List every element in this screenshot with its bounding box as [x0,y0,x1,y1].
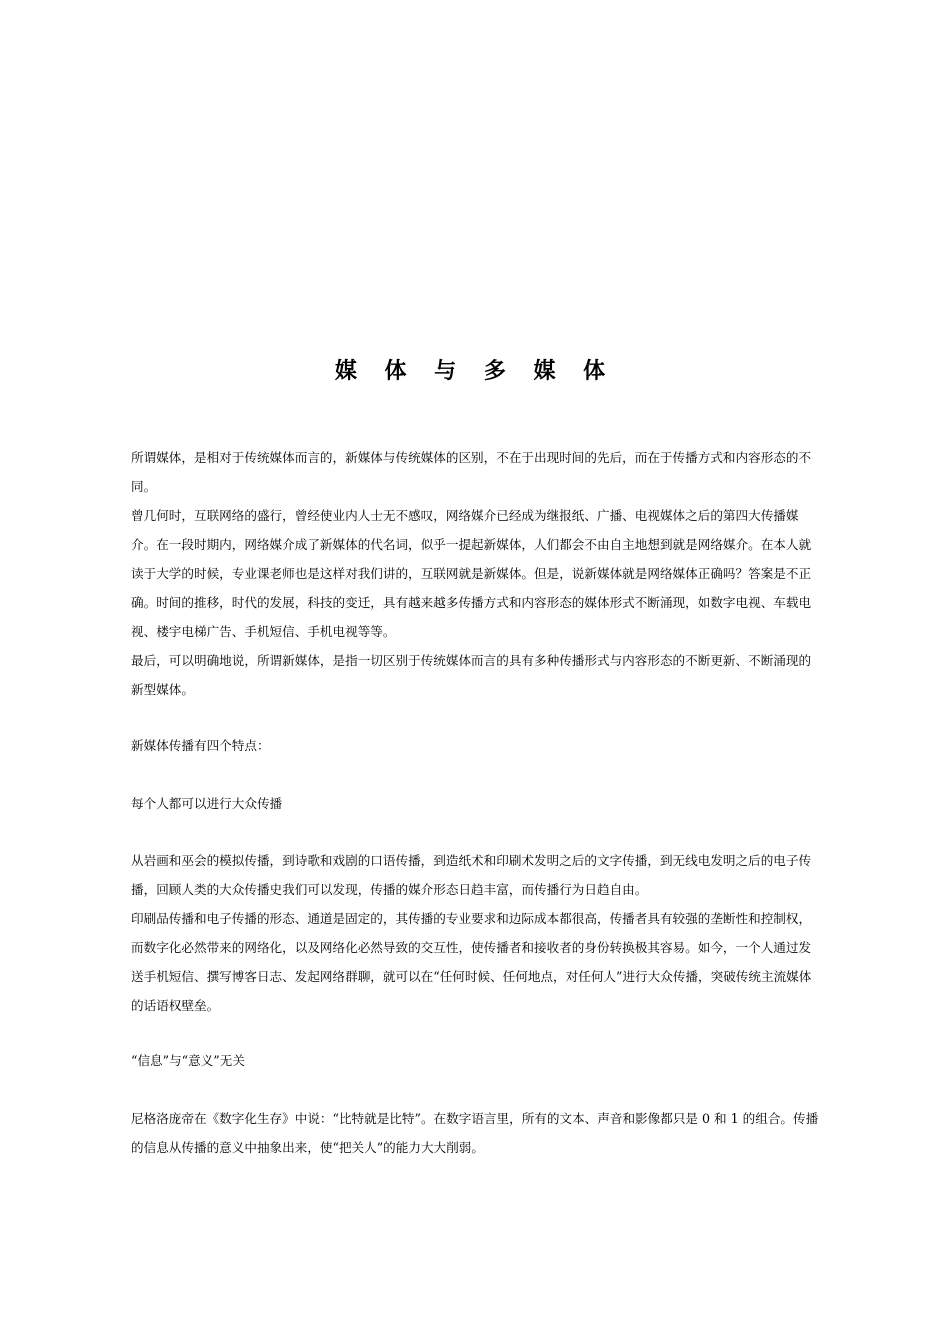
section-heading: 每个人都可以进行大众传播 [131,796,283,811]
paragraph: 最后，可以明确地说，所谓新媒体，是指一切区别于传统媒体而言的具有多种传播形式与内容形态的不断更新、不断涌现的新型媒体。 [131,653,812,697]
paragraph: 从岩画和巫会的模拟传播，到诗歌和戏剧的口语传播，到造纸术和印刷术发明之后的文字传播，到无线电发明之后的电子传播，回顾人类的大众传播史我们可以发现，传播的媒介形态日趋丰富，而传播行为日趋自由。 [131,853,812,897]
paragraph: 所谓媒体，是相对于传统媒体而言的，新媒体与传统媒体的区别，不在于出现时间的先后，而在于传播方式和内容形态的不同。 [131,450,812,494]
paragraph: 新媒体传播有四个特点： [131,738,270,753]
feature-1-body [131,846,821,1020]
section-heading: “信息”与“意义”无关 [131,1053,245,1068]
feature-1-heading [131,789,821,818]
intro-section [131,443,821,704]
feature-2-heading [131,1046,821,1075]
paragraph: 曾几何时，互联网络的盛行，曾经使业内人士无不感叹，网络媒介已经成为继报纸、广播、电视媒体之后的第四大传播媒介。在一段时期内，网络媒介成了新媒体的代名词，似乎一提起新媒体，人们都会不由自主地想到就是网络媒介。在本人就读于大学的时候，专业课老师也是这样对我们讲的，互联网就是新媒体。但是，说新媒体就是网络媒体正确吗？答案是不正确。时间的推移，时代的发展，科技的变迁，具有越来越多传播方式和内容形态的媒体形式不断涌现，如数字电视、车载电视、楼宇电梯广告、手机短信、手机电视等等。 [131,508,812,639]
feature-2-body [131,1104,821,1162]
features-intro [131,731,821,760]
document-title: 媒 体 与 多 媒 体 [334,359,616,384]
paragraph: 印刷品传播和电子传播的形态、通道是固定的，其传播的专业要求和边际成本都很高，传播者具有较强的垄断性和控制权，而数字化必然带来的网络化，以及网络化必然导致的交互性，使传播者和接收者的身份转换极其容易。如今，一个人通过发送手机短信、撰写博客日志、发起网络群聊，就可以在“任何时候、任何地点，对任何人”进行大众传播，突破传统主流媒体的话语权壁垒。 [131,911,812,1013]
paragraph: 尼格洛庞帝在《数字化生存》中说：“比特就是比特”。在数字语言里，所有的文本、声音和影像都只是 0 和 1 的组合。传播的信息从传播的意义中抽象出来，使“把关人”的能力大大削弱。 [131,1111,819,1155]
